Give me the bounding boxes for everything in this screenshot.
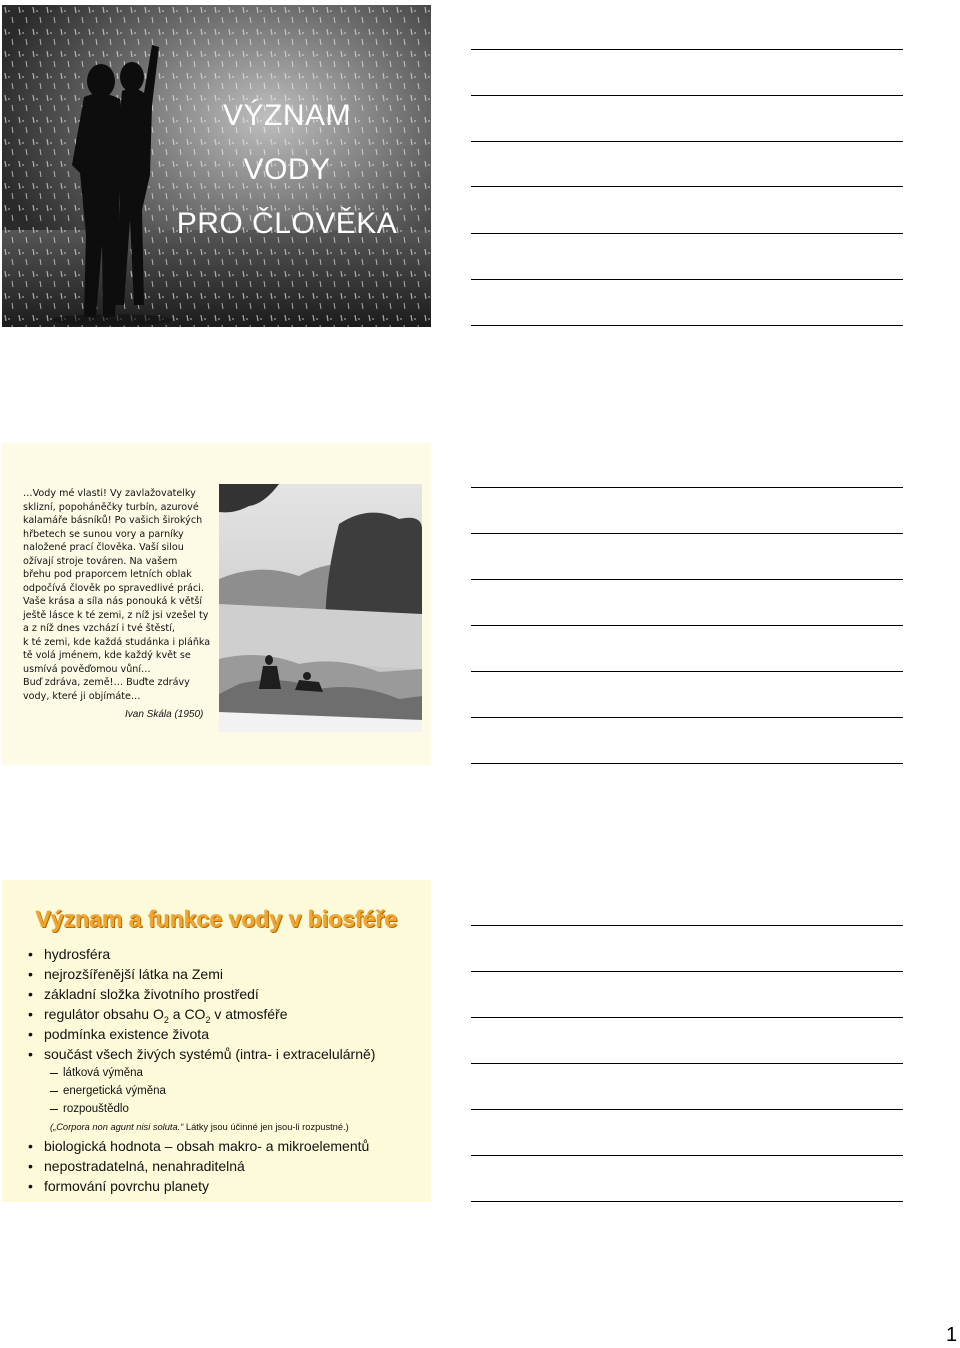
page-number: 1 <box>946 1324 958 1346</box>
slide-3 <box>2 880 431 1202</box>
bullet-item: • hydrosféra <box>28 944 428 964</box>
note-line <box>471 279 903 280</box>
poem-line: ožívají stroje továren. Na vašem <box>23 555 178 567</box>
note-line <box>471 233 903 234</box>
bullet-item: • součást všech živých systémů (intra- i extracelulárně) <box>28 1044 428 1064</box>
poem-text <box>23 487 213 703</box>
note-line <box>471 1155 903 1156</box>
bullet-item: • podmínka existence života <box>28 1024 428 1044</box>
poem-line: a z níž dnes vzchází i tvé štěstí, <box>23 623 175 634</box>
subscript: 2 <box>163 1015 169 1025</box>
sub-bullet-item: rozpouštědlo <box>28 1100 428 1118</box>
note-line <box>471 717 903 718</box>
note-line <box>471 95 903 96</box>
note-line <box>471 971 903 972</box>
subscript: 2 <box>205 1015 211 1025</box>
latin-note <box>28 1118 428 1136</box>
bullet-item: • nejrozšířenější látka na Zemi <box>28 964 428 984</box>
bullet-list <box>28 944 428 1196</box>
bullet-item <box>28 1004 428 1024</box>
note-line <box>471 1063 903 1064</box>
slide-1 <box>2 5 431 327</box>
note-line <box>471 625 903 626</box>
note-line <box>471 1017 903 1018</box>
poem-line: Vaše krása a síla nás ponouká k větší <box>23 596 203 607</box>
note-line <box>471 1109 903 1110</box>
poem-line: naložené prací člověka. Vaší silou <box>23 542 184 553</box>
sub-bullet-item: látková výměna <box>28 1064 428 1082</box>
note-line <box>471 325 903 326</box>
poem-line: kalamáře básníků! Po vašich širokých <box>23 515 203 526</box>
poem-line: k té zemi, kde každá studánka i pláňka <box>23 636 211 648</box>
note-line <box>471 579 903 580</box>
note-line <box>471 186 903 187</box>
slide-1-title <box>152 89 422 251</box>
poem-line: hřbetech se sunou vory a parníky <box>23 528 184 540</box>
note-line <box>471 671 903 672</box>
poem-line: sklizní, popoháněčky turbín, azurové <box>23 501 199 513</box>
title-line: VÝZNAM <box>222 99 351 132</box>
latin-quote: („Corpora non agunt nisi soluta.“ <box>50 1122 184 1132</box>
note-line <box>471 141 903 142</box>
poem-line: odpočívá člověk po spravedlivé práci. <box>23 582 204 594</box>
title-line: VODY <box>243 153 331 186</box>
poem-line: ještě lásce k té zemi, z níž jsi vzešel ty <box>23 609 209 621</box>
bullet-text: a CO <box>168 1006 206 1022</box>
bullet-item: • nepostradatelná, nenahraditelná <box>28 1156 428 1176</box>
poem-author: Ivan Skála (1950) <box>125 709 204 720</box>
slide-2 <box>2 443 431 765</box>
bullet-text: regulátor obsahu O <box>44 1006 164 1022</box>
note-line <box>471 925 903 926</box>
note-line <box>471 763 903 764</box>
note-line <box>471 533 903 534</box>
notes-lines <box>471 0 903 1348</box>
poem-line: usmívá pověďomou vůní… <box>23 663 151 675</box>
title-line: PRO ČLOVĚKA <box>176 207 398 240</box>
latin-translation: Látky jsou účinné jen jsou-li rozpustné.) <box>183 1122 349 1132</box>
note-line <box>471 487 903 488</box>
bullet-item: • základní složka životního prostředí <box>28 984 428 1004</box>
bullet-text: v atmosféře <box>210 1006 288 1022</box>
bullet-item: • biologická hodnota – obsah makro- a mikroelementů <box>28 1136 428 1156</box>
poem-line: …Vody mé vlasti! Vy zavlažovatelky <box>23 488 196 499</box>
river-landscape-photo <box>219 484 422 732</box>
bullet-item: • formování povrchu planety <box>28 1176 428 1196</box>
poem-line: tě volá jménem, kde každý květ se <box>23 650 191 661</box>
poem-line: vody, které ji objímáte… <box>23 690 141 702</box>
poem-line: Buď zdráva, země!… Buďte zdrávy <box>23 677 190 688</box>
sub-bullet-item: energetická výměna <box>28 1082 428 1100</box>
note-line <box>471 1201 903 1202</box>
poem-line: břehu pod praporcem letních oblak <box>23 569 192 580</box>
note-line <box>471 49 903 50</box>
slide-3-title: Význam a funkce vody v biosféře <box>35 906 398 932</box>
